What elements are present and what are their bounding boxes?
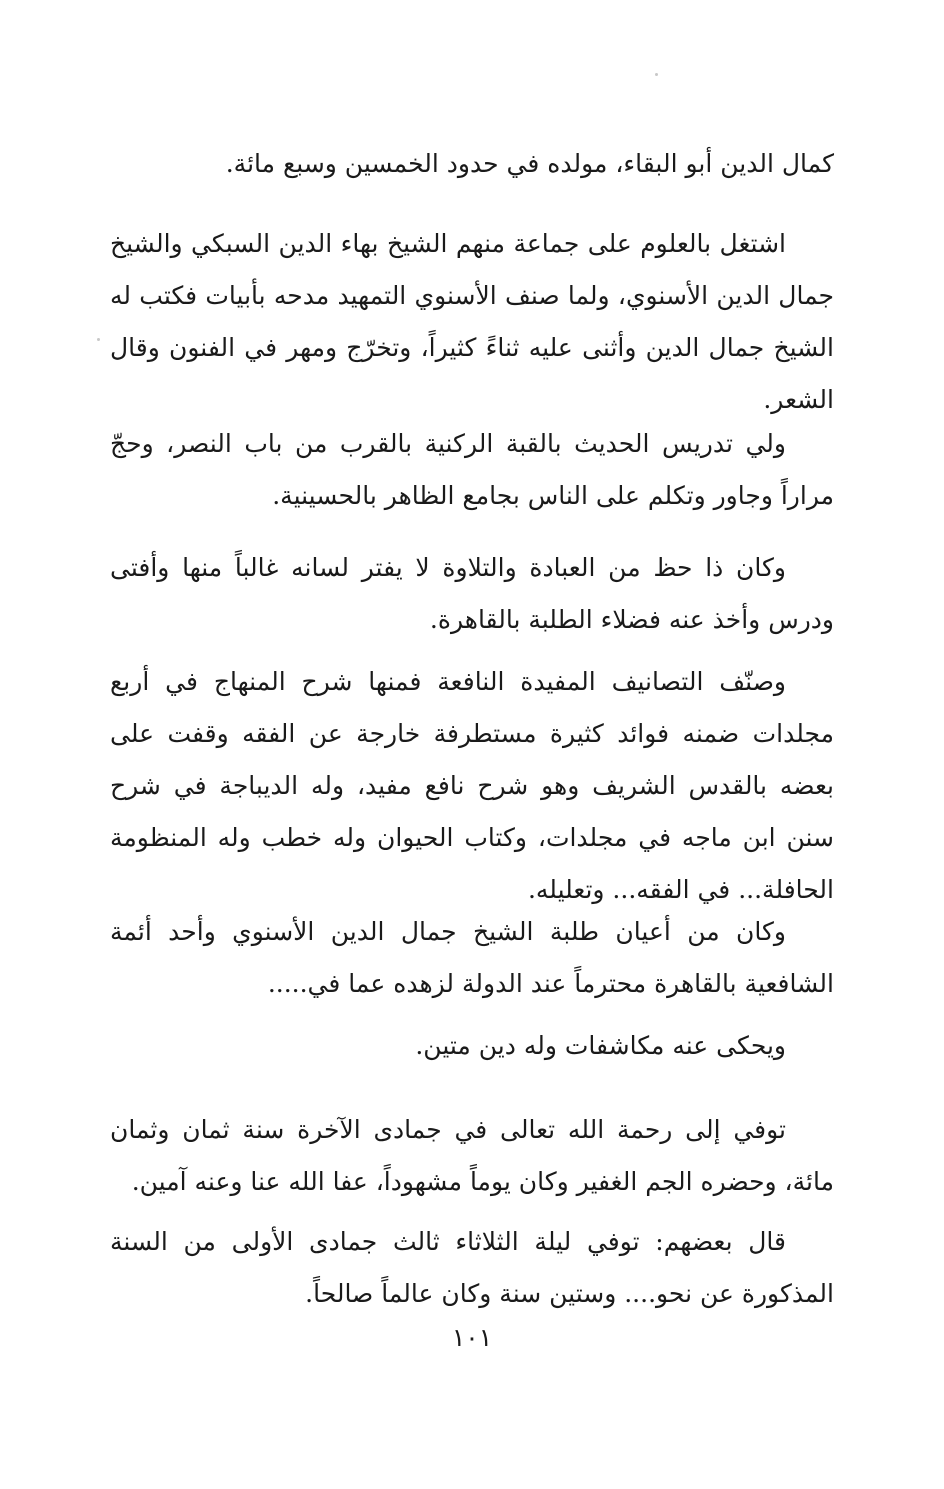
paragraph-karamat: ويحكى عنه مكاشفات وله دين متين. <box>415 1031 786 1060</box>
paragraph-worship: وكان ذا حظ من العبادة والتلاوة لا يفتر لسانه غالباً منها وأفتى ودرس وأخذ عنه فضلاء الطلبة بالقاهرة. <box>110 553 834 634</box>
scan-speck <box>655 73 658 76</box>
paragraph-birth: كمال الدين أبو البقاء، مولده في حدود الخمسين وسبع مائة. <box>225 149 834 178</box>
paragraph-works: وصنّف التصانيف المفيدة النافعة فمنها شرح المنهاج في أربع مجلدات ضمنه فوائد كثيرة مستطرفة خارجة عن الفقه وقفت على بعضه بالقدس الشريف وهو شرح نافع مفيد، وله الديباجة في شرح سنن ابن ماجه في مجلدات، وكتاب الحيوان وله خطب وله المنظومة الحافلة... في الفقه... وتعليله. <box>110 667 834 904</box>
paragraph-death-alt: قال بعضهم: توفي ليلة الثلاثاء ثالث جمادى الأولى من السنة المذكورة عن نحو.... وستين سنة وكان عالماً صالحاً. <box>110 1227 834 1308</box>
page-number: ١٠١ <box>451 1323 493 1352</box>
paragraph-status: وكان من أعيان طلبة الشيخ جمال الدين الأسنوي وأحد أئمة الشافعية بالقاهرة محترماً عند الدولة لزهده عما في..... <box>110 917 834 998</box>
paragraph-teaching: ولي تدريس الحديث بالقبة الركنية بالقرب من باب النصر، وحجّ مراراً وجاور وتكلم على الناس بجامع الظاهر بالحسينية. <box>110 429 834 510</box>
scan-speck <box>97 338 100 341</box>
paragraph-studies: اشتغل بالعلوم على جماعة منهم الشيخ بهاء الدين السبكي والشيخ جمال الدين الأسنوي، ولما صنف الأسنوي التمهيد مدحه بأبيات فكتب له الشيخ جمال الدين وأثنى عليه ثناءً كثيراً، وتخرّج ومهر في الفنون وقال الشعر. <box>110 229 834 414</box>
paragraph-death: توفي إلى رحمة الله تعالى في جمادى الآخرة سنة ثمان وثمان مائة، وحضره الجم الغفير وكان يوماً مشهوداً، عفا الله عنا وعنه آمين. <box>110 1115 834 1196</box>
